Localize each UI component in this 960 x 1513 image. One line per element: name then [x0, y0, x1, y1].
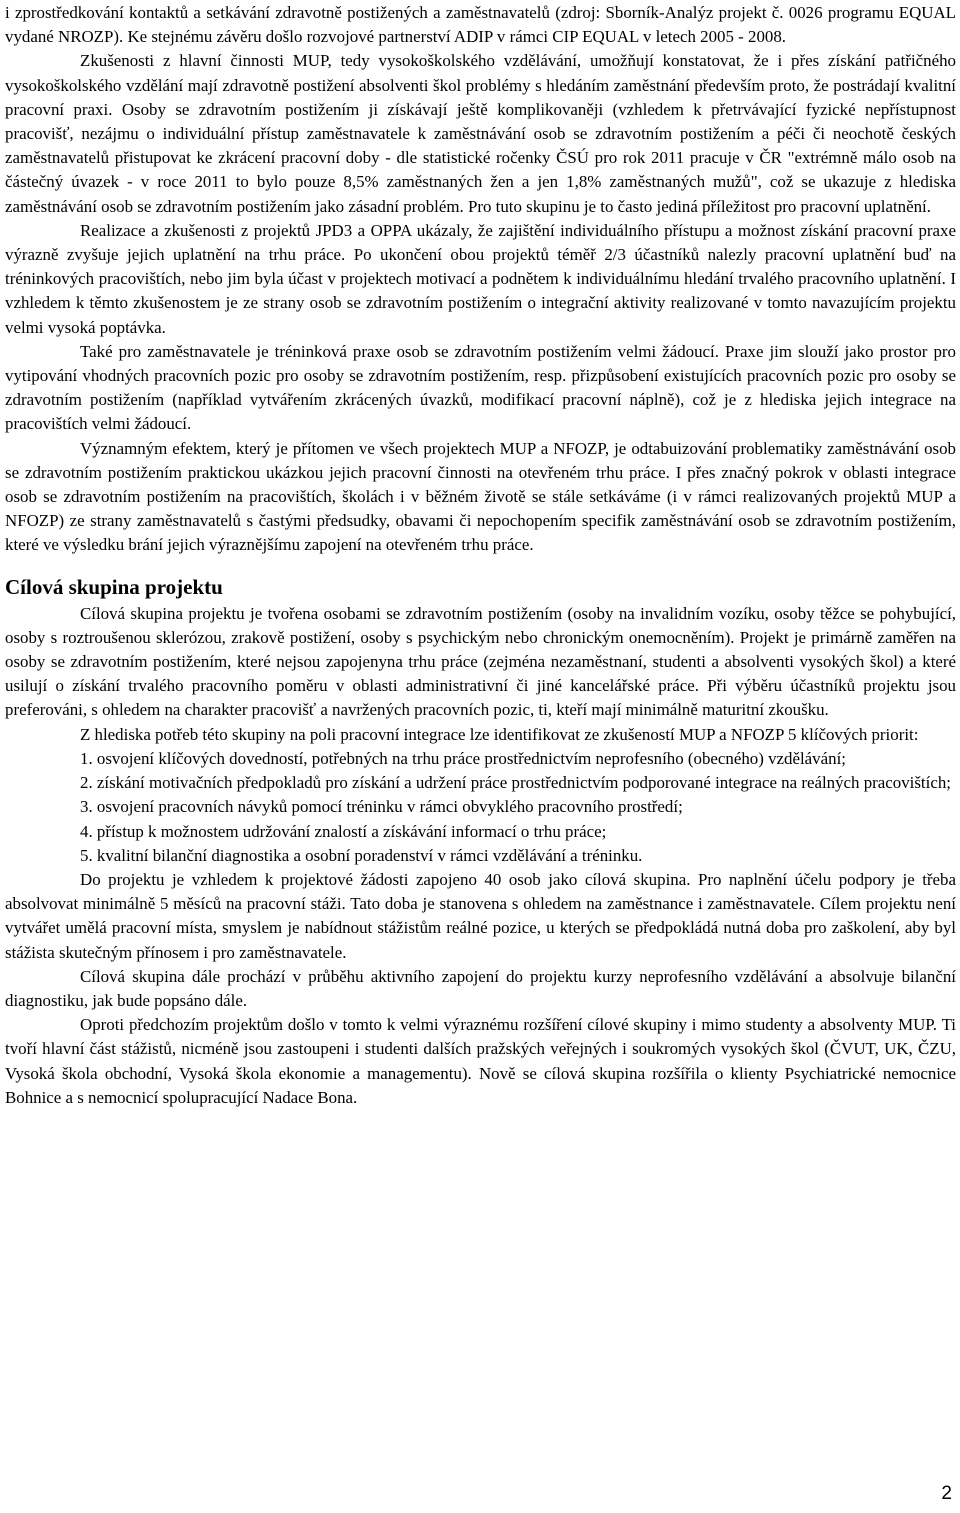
page-number: 2 — [941, 1483, 952, 1504]
paragraph-expansion: Oproti předchozím projektům došlo v tomto k velmi výraznému rozšíření cílové skupiny i mimo studenty a absolventy MUP. Ti tvoří hlavní část stážistů, nicméně jsou zastoupeni i studenti dalších pražských veřejných i soukromých vysokých škol (ČVUT, UK, ČZU, Vysoká škola obchodní, Vysoká škola ekonomie a managementu). Nově se cílová skupina rozšířila o klienty Psychiatrické nemocnice Bohnice a s nemocnicí spolupracující Nadace Bona. — [5, 1015, 956, 1107]
paragraph-priorities-intro: Z hlediska potřeb této skupiny na poli pracovní integrace lze identifikovat ze zkušeností MUP a NFOZP 5 klíčových priorit: — [80, 724, 919, 744]
paragraph-mup-experience: Zkušenosti z hlavní činnosti MUP, tedy vysokoškolského vzdělávání, umožňují konstatovat, že i přes získání patřičného vysokoškolského vzdělání mají zdravotně postižení absolventi škol problémy s hledáním zaměstnání především proto, že postrádají kvalitní pracovní praxi. Osoby se zdravotním postižením ji získávají ještě komplikovaněji (vzhledem k přetrvávající fyzické nepřístupnost pracovišť, nezájmu o individuální přístup zaměstnavatele k zaměstnávání osob se zdravotním postižením a péči či neochotě českých zaměstnavatelů přistupovat ke zkrácení pracovní doby - dle statistické ročenky ČSÚ pro rok 2011 pracuje v ČR "extrémně málo osob na částečný úvazek - v roce 2011 to bylo pouze 8,5% zaměstnaných žen a jen 1,8% zaměstnaných mužů", což se ukazuje z hlediska zaměstnávání osob se zdravotním postižením jako zásadní problém. Pro tuto skupinu je to často jediná příležitost pro pracovní uplatnění. — [5, 51, 956, 216]
priority-item: 4. přístup k možnostem udržování znalostí a získávání informací o trhu práce; — [80, 821, 607, 841]
paragraph-target-group: Cílová skupina projektu je tvořena osobami se zdravotním postižením (osoby na invalidním vozíku, osoby těžce se pohybující, osoby s roztroušenou sklerózou, zrakově postižení, osoby s psychickým nebo chronickým onemocněním). Projekt je primárně zaměřen na osoby se zdravotním postižením, které nejsou zapojenyna trhu práce (zejména nezaměstnaní, studenti a absolventi vysokých škol) a které usilují o získání trvalého pracovního poměru v oblasti administrativní či jiné kancelářské práce. Při výběru účastníků projektu jsou preferováni, s ohledem na charakter pracovišť a navržených pracovních pozic, ti, kteří mají minimálně maturitní zkoušku. — [5, 603, 956, 720]
priority-item: 3. osvojení pracovních návyků pomocí tréninku v rámci obvyklého pracovního prostředí; — [80, 797, 683, 817]
paragraph-effect: Významným efektem, který je přítomen ve všech projektech MUP a NFOZP, je odtabuizování problematiky zaměstnávání osob se zdravotním postižením praktickou ukázkou jejich pracovní činnosti na otevřeném trhu práce. I přes značný pokrok v oblasti integrace osob se zdravotním postižením na pracovištích, školách i v běžném životě se stále setkáváme (i v rámci realizovaných projektů MUP a NFOZP) ze strany zaměstnavatelů s častými předsudky, obavami či nepochopením specifik zaměstnávání osob se zdravotním postižením, které ve výsledku brání jejich výraznějšímu zapojení na otevřeném trhu práce. — [5, 438, 956, 555]
section-heading-target-group: Cílová skupina projektu — [5, 574, 223, 599]
paragraph-continuation: i zprostředkování kontaktů a setkávání zdravotně postižených a zaměstnavatelů (zdroj: Sborník-Analýz projekt č. 0026 programu EQUAL vydané NROZP). Ke stejnému závěru došlo rozvojové partnerství ADIP v rámci CIP EQUAL v letech 2005 - 2008. — [5, 3, 956, 47]
priority-item: 5. kvalitní bilanční diagnostika a osobní poradenství v rámci vzdělávání a tréninku. — [80, 845, 643, 865]
paragraph-participants: Do projektu je vzhledem k projektové žádosti zapojeno 40 osob jako cílová skupina. Pro naplnění účelu podpory je třeba absolvovat minimálně 5 měsíců na pracovní stáži. Tato doba je stanovena s ohledem na zaměstnance i zaměstnavatele. Cílem projektu není vytvářet umělá pracovní místa, smyslem je nabídnout stážistům reálné pozice, u kterých se předpokládá nutná doba pro zaškolení, aby byl stážista skutečným přínosem i pro zaměstnavatele. — [5, 869, 956, 962]
priority-item: 1. osvojení klíčových dovedností, potřebných na trhu práce prostřednictvím neprofesního (obecného) vzdělávání; — [80, 748, 846, 768]
paragraph-projects-results: Realizace a zkušenosti z projektů JPD3 a OPPA ukázaly, že zajištění individuálního přístupu a možnost získání pracovní praxe výrazně zvyšuje jejich uplatnění na trhu práce. Po ukončení obou projektů téměř 2/3 účastníků nalezly pracovní uplatnění buď na tréninkových pracovištích, nebo jim byla účast v projektech motivací a podnětem k individuálnímu hledání trvalého pracovního uplatnění. I vzhledem k těmto zkušenostem je ze strany osob se zdravotním postižením o integrační aktivity realizované v tomto navazujícím projektu velmi vysoká poptávka. — [5, 220, 956, 337]
paragraph-employers: Také pro zaměstnavatele je tréninková praxe osob se zdravotním postižením velmi žádoucí. Praxe jim slouží jako prostor pro vytipování vhodných pracovních pozic pro osoby se zdravotním postižením, resp. přizpůsobení existujících pracovních pozic pro osoby se zdravotním postižením (například vytvářením zkrácených úvazků, modifikací pracovní náplně), což je z hlediska jejich integrace na pracovištích velmi žádoucí. — [5, 341, 956, 434]
document-page — [5, 1, 956, 1110]
paragraph-courses: Cílová skupina dále prochází v průběhu aktivního zapojení do projektu kurzy neprofesního vzdělávání a absolvuje bilanční diagnostiku, jak bude popsáno dále. — [5, 966, 956, 1010]
priority-item: 2. získání motivačních předpokladů pro získání a udržení práce prostřednictvím podporované integrace na reálných pracovištích; — [80, 773, 951, 793]
